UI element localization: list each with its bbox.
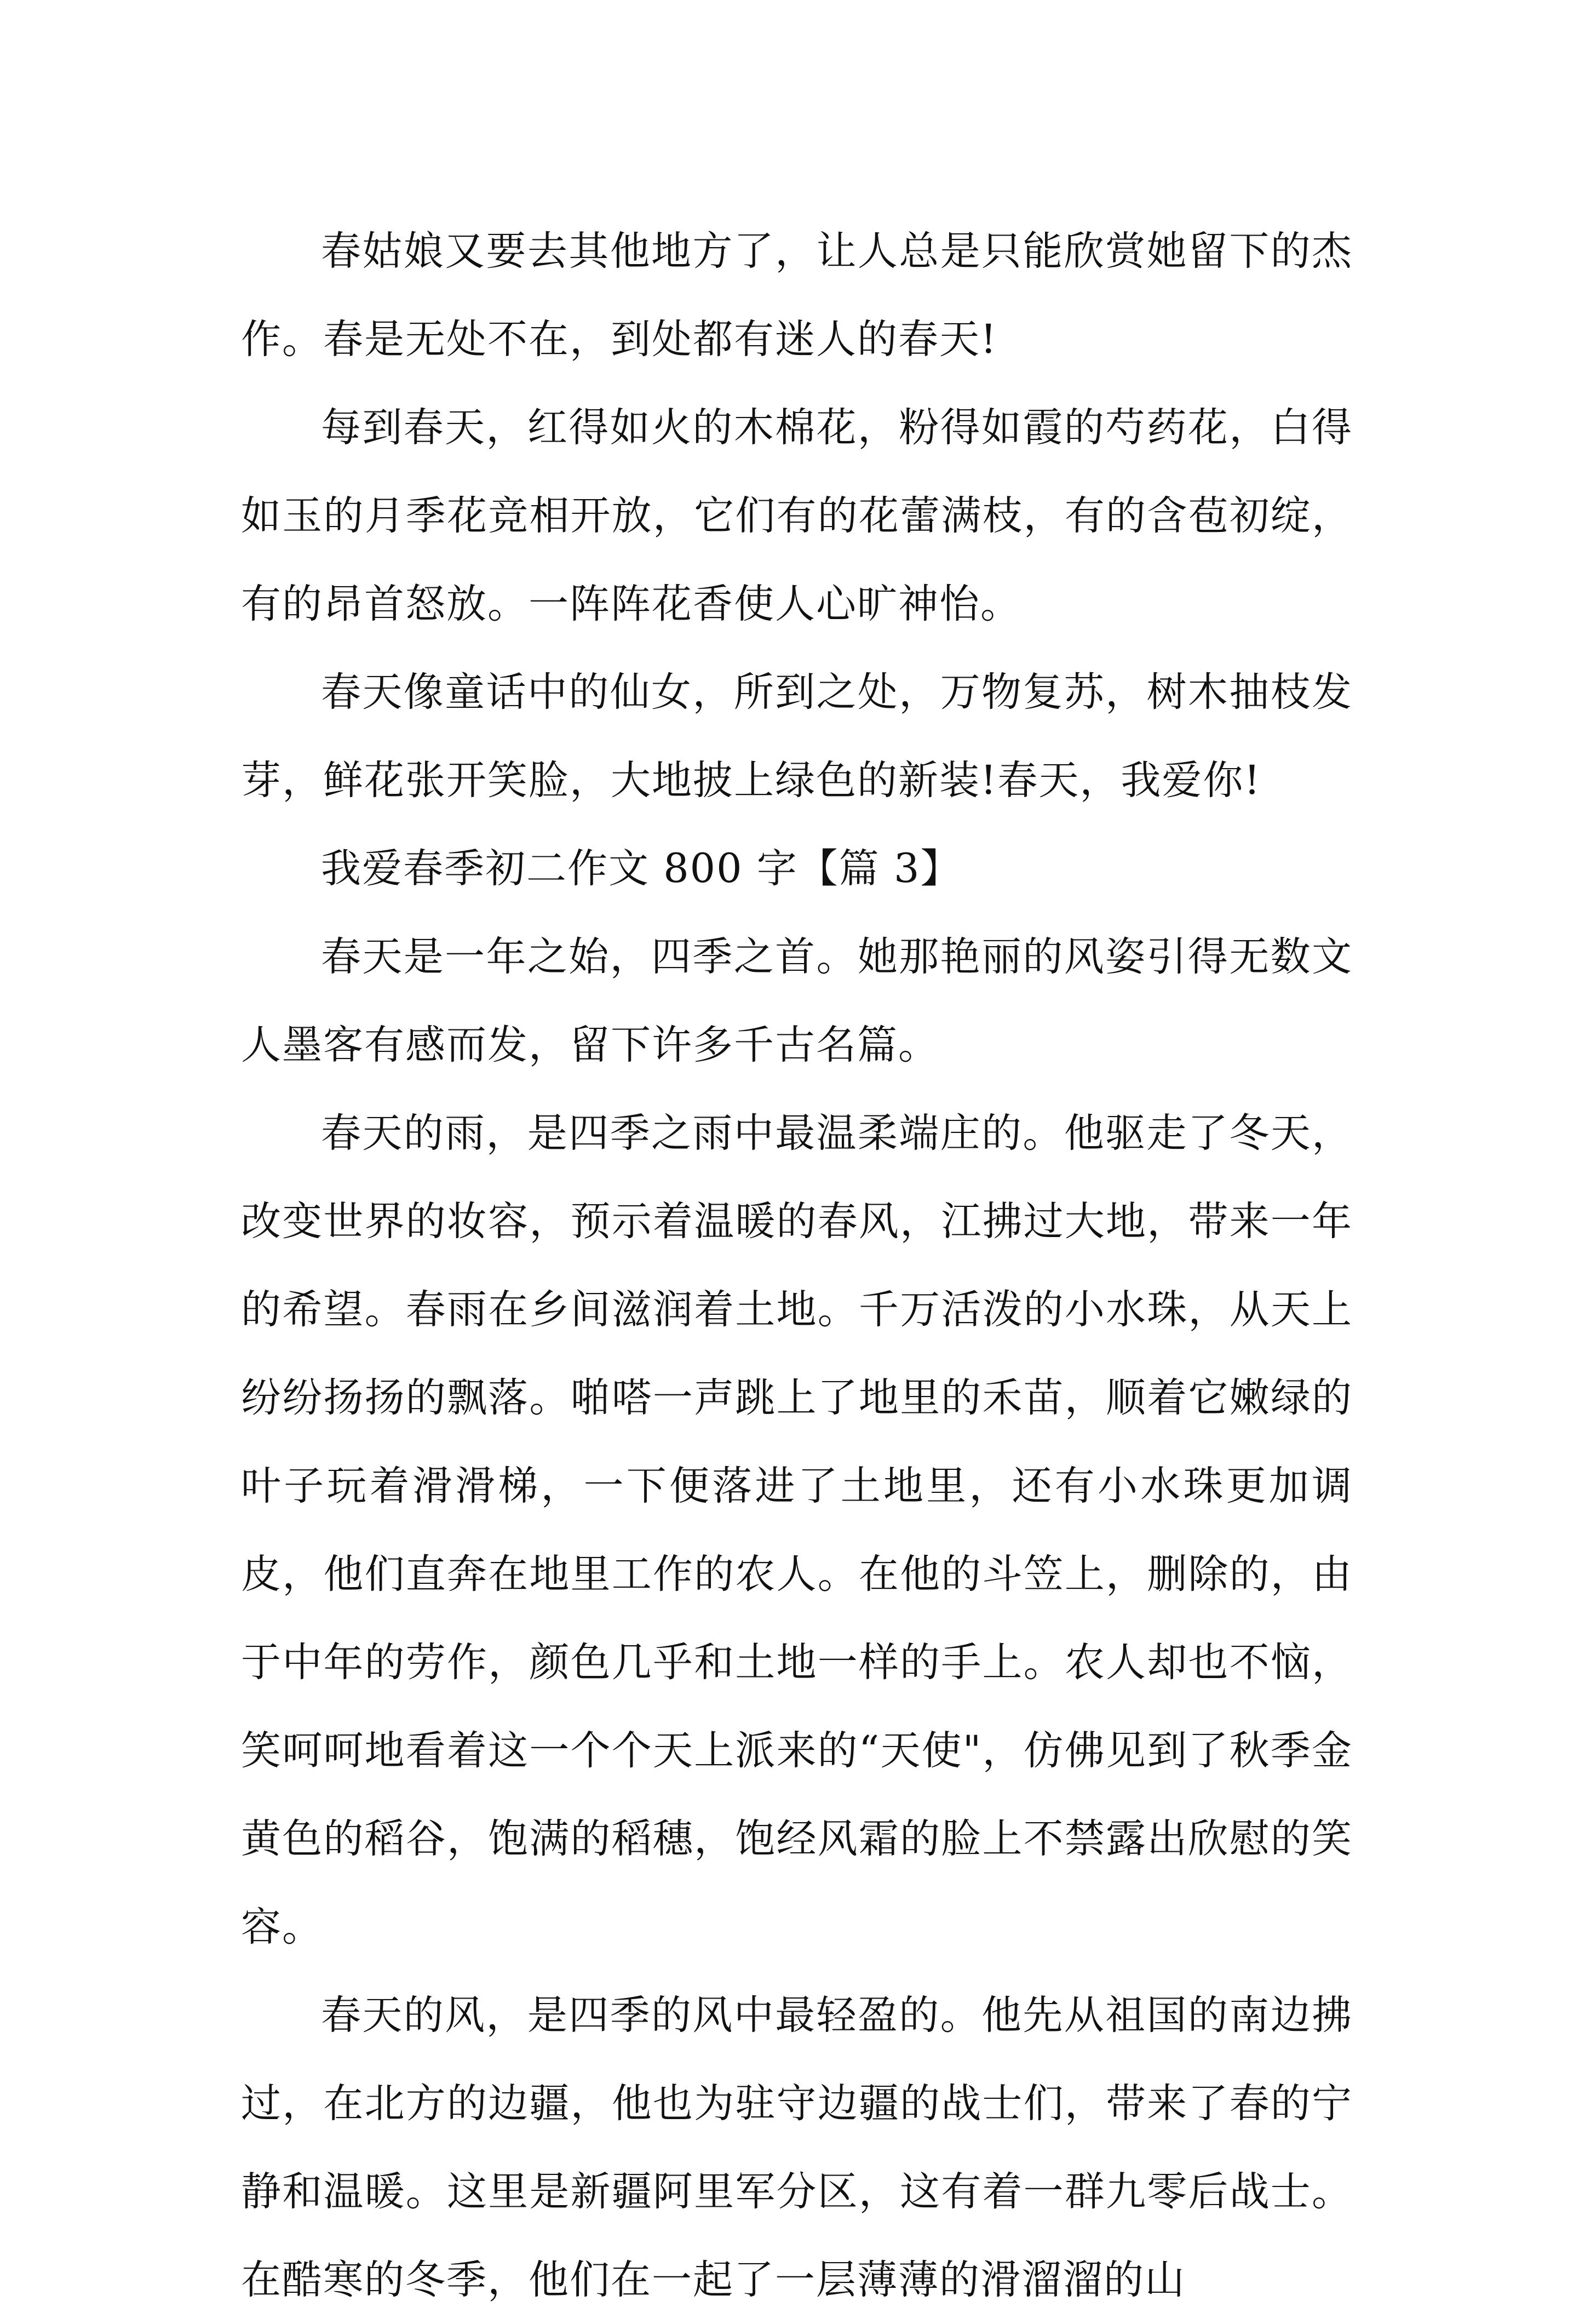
paragraph-4: 春天是一年之始，四季之首。她那艳丽的风姿引得无数文人墨客有感而发，留下许多千古名篇。 (241, 934, 1353, 1068)
paragraph-6: 春天的风，是四季的风中最轻盈的。他先从祖国的南边拂过，在北方的边疆，他也为驻守边疆的战士们，带来了春的宁静和温暖。这里是新疆阿里军分区，这有着一群九零后战士。在酷寒的冬季，他们在一起了一层薄薄的滑溜溜的山 (241, 1992, 1353, 2303)
paragraph-3: 春天像童话中的仙女，所到之处，万物复苏，树木抽枝发芽，鲜花张开笑脸，大地披上绿色的新装!春天，我爱你! (241, 669, 1353, 804)
document-body (241, 207, 1353, 2324)
paragraph-5: 春天的雨，是四季之雨中最温柔端庄的。他驱走了冬天，改变世界的妆容，预示着温暖的春风，江拂过大地，带来一年的希望。春雨在乡间滋润着土地。千万活泼的小水珠，从天上纷纷扬扬的飘落。啪嗒一声跳上了地里的禾苗，顺着它嫩绿的叶子玩着滑滑梯，一下便落进了土地里，还有小水珠更加调皮，他们直奔在地里工作的农人。在他的斗笠上，删除的，由于中年的劳作，颜色几乎和土地一样的手上。农人却也不恼，笑呵呵地看着这一个个天上派来的“天使"，仿佛见到了秋季金黄色的稻谷，饱满的稻穗，饱经风霜的脸上不禁露出欣慰的笑容。 (241, 1110, 1353, 1950)
section-heading: 我爱春季初二作文 800 字【篇 3】 (321, 845, 962, 892)
paragraph-1: 春姑娘又要去其他地方了，让人总是只能欣赏她留下的杰作。春是无处不在，到处都有迷人的春天! (241, 228, 1353, 363)
paragraph-2: 每到春天，红得如火的木棉花，粉得如霞的芍药花，白得如玉的月季花竞相开放，它们有的花蕾满枝，有的含苞初绽，有的昂首怒放。一阵阵花香使人心旷神怡。 (241, 404, 1353, 627)
